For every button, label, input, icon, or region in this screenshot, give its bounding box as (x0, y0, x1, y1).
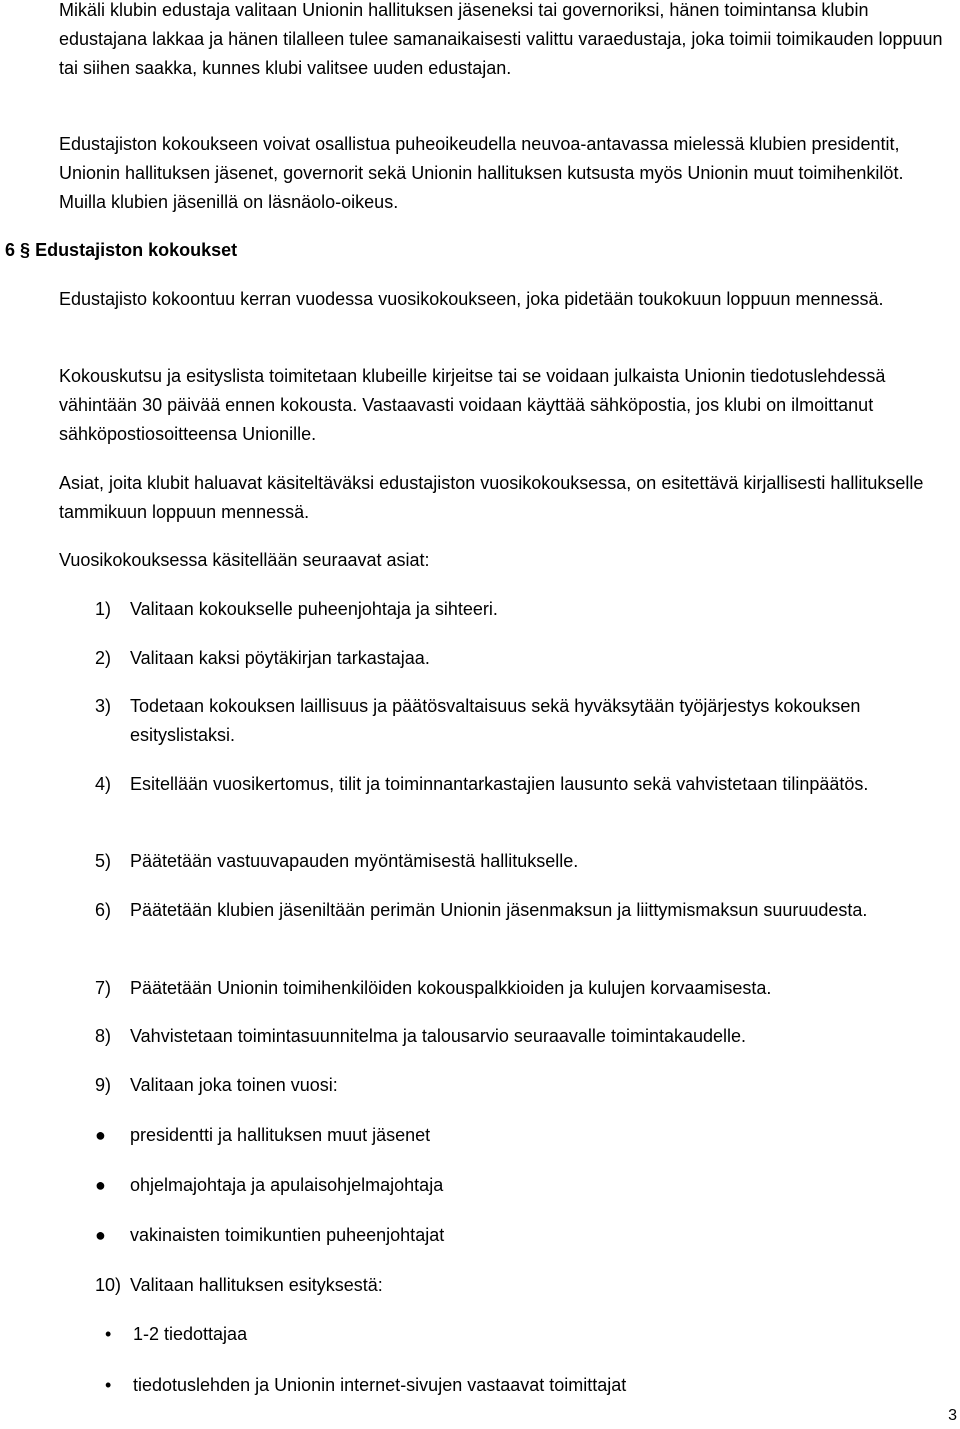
list-item (95, 692, 925, 750)
paragraph-meeting-invitation: Kokouskutsu ja esityslista toimitetaan klubeille kirjeitse tai se voidaan julkaista Unionin tiedotuslehdessä vähintään 30 päivää ennen kokousta. Vastaavasti voidaan käyttää sähköpostia, jos klubi on ilmoittanut sähköpostiosoitteensa Unionille. (59, 366, 886, 444)
list-item-number: 6) (95, 900, 112, 920)
bullet-item (95, 1221, 925, 1250)
paragraph-annual-meeting: Edustajisto kokoontuu kerran vuodessa vuosikokoukseen, joka pidetään toukokuun loppuun mennessä. (59, 289, 884, 309)
section-title: Edustajiston kokoukset (35, 240, 238, 260)
bullet-icon: ● (95, 1175, 106, 1195)
list-item-number: 8) (95, 1026, 112, 1046)
list-item (95, 644, 925, 673)
section-heading (5, 236, 905, 265)
bullet-icon: ● (95, 1225, 106, 1245)
list-item-number: 2) (95, 648, 112, 668)
list-item-text: Valitaan kokoukselle puheenjohtaja ja sihteeri. (130, 599, 498, 619)
list-item-text: Päätetään klubien jäseniltään perimän Unionin jäsenmaksun ja liittymismaksun suuruudesta. (130, 900, 868, 920)
list-item (95, 1271, 925, 1300)
list-item (95, 847, 925, 876)
bullet-text: presidentti ja hallituksen muut jäsenet (130, 1125, 431, 1145)
list-item (95, 974, 925, 1003)
paragraph-agenda-intro: Vuosikokouksessa käsitellään seuraavat asiat: (59, 550, 430, 570)
bullet-item (95, 1171, 925, 1200)
list-item-text: Valitaan joka toinen vuosi: (130, 1075, 338, 1095)
list-item-text: Valitaan hallituksen esityksestä: (130, 1275, 383, 1295)
bullet-icon: ● (95, 1125, 106, 1145)
list-item-number: 9) (95, 1075, 112, 1095)
list-item (95, 595, 925, 624)
bullet-text: vakinaisten toimikuntien puheenjohtajat (130, 1225, 445, 1245)
bullet-icon: • (105, 1375, 112, 1395)
list-item (95, 1071, 925, 1100)
bullet-text: 1-2 tiedottajaa (133, 1324, 248, 1344)
section-symbol: § (20, 240, 31, 260)
list-item-text: Esitellään vuosikertomus, tilit ja toiminnantarkastajien lausunto sekä vahvistetaan tilinpäätös. (130, 774, 869, 794)
bullet-item (95, 1320, 925, 1349)
list-item (95, 770, 925, 799)
list-item-number: 3) (95, 696, 112, 716)
list-item-text: Päätetään vastuuvapauden myöntämisestä hallitukselle. (130, 851, 579, 871)
paragraph-meeting-participants: Edustajiston kokoukseen voivat osallistua puheoikeudella neuvoa-antavassa mielessä klubien presidentit, Unionin hallituksen jäsenet, governorit sekä Unionin hallituksen kutsusta myös Unionin muut toimihenkilöt. Muilla klubien jäsenillä on läsnäolo-oikeus. (59, 134, 904, 212)
paragraph-representative-replacement: Mikäli klubin edustaja valitaan Unionin hallituksen jäseneksi tai governoriksi, hänen toimintansa klubin edustajana lakkaa ja hänen tilalleen tulee samanaikaisesti valittu varaedustaja, joka toimii toimikauden loppuun tai siihen saakka, kunnes klubi valitsee uuden edustajan. (59, 0, 943, 78)
bullet-icon: • (105, 1324, 112, 1344)
paragraph-agenda-submissions: Asiat, joita klubit haluavat käsiteltäväksi edustajiston vuosikokouksessa, on esitettävä kirjallisesti hallitukselle tammikuun loppuun mennessä. (59, 473, 924, 522)
bullet-text: tiedotuslehden ja Unionin internet-sivujen vastaavat toimittajat (133, 1375, 627, 1395)
list-item-number: 7) (95, 978, 112, 998)
list-item-number: 1) (95, 599, 112, 619)
list-item-text: Päätetään Unionin toimihenkilöiden kokouspalkkioiden ja kulujen korvaamisesta. (130, 978, 772, 998)
bullet-item (95, 1121, 925, 1150)
list-item-text: Valitaan kaksi pöytäkirjan tarkastajaa. (130, 648, 430, 668)
list-item-number: 5) (95, 851, 112, 871)
list-item-text: Vahvistetaan toimintasuunnitelma ja talousarvio seuraavalle toimintakaudelle. (130, 1026, 747, 1046)
page-number: 3 (948, 1407, 957, 1424)
bullet-text: ohjelmajohtaja ja apulaisohjelmajohtaja (130, 1175, 444, 1195)
list-item (95, 896, 925, 925)
list-item-number: 4) (95, 774, 112, 794)
section-number: 6 (5, 240, 16, 260)
list-item-number: 10) (95, 1275, 122, 1295)
bullet-item (95, 1371, 925, 1400)
list-item (95, 1022, 925, 1051)
list-item-text: Todetaan kokouksen laillisuus ja päätösvaltaisuus sekä hyväksytään työjärjestys kokouksen esityslistaksi. (130, 696, 861, 745)
